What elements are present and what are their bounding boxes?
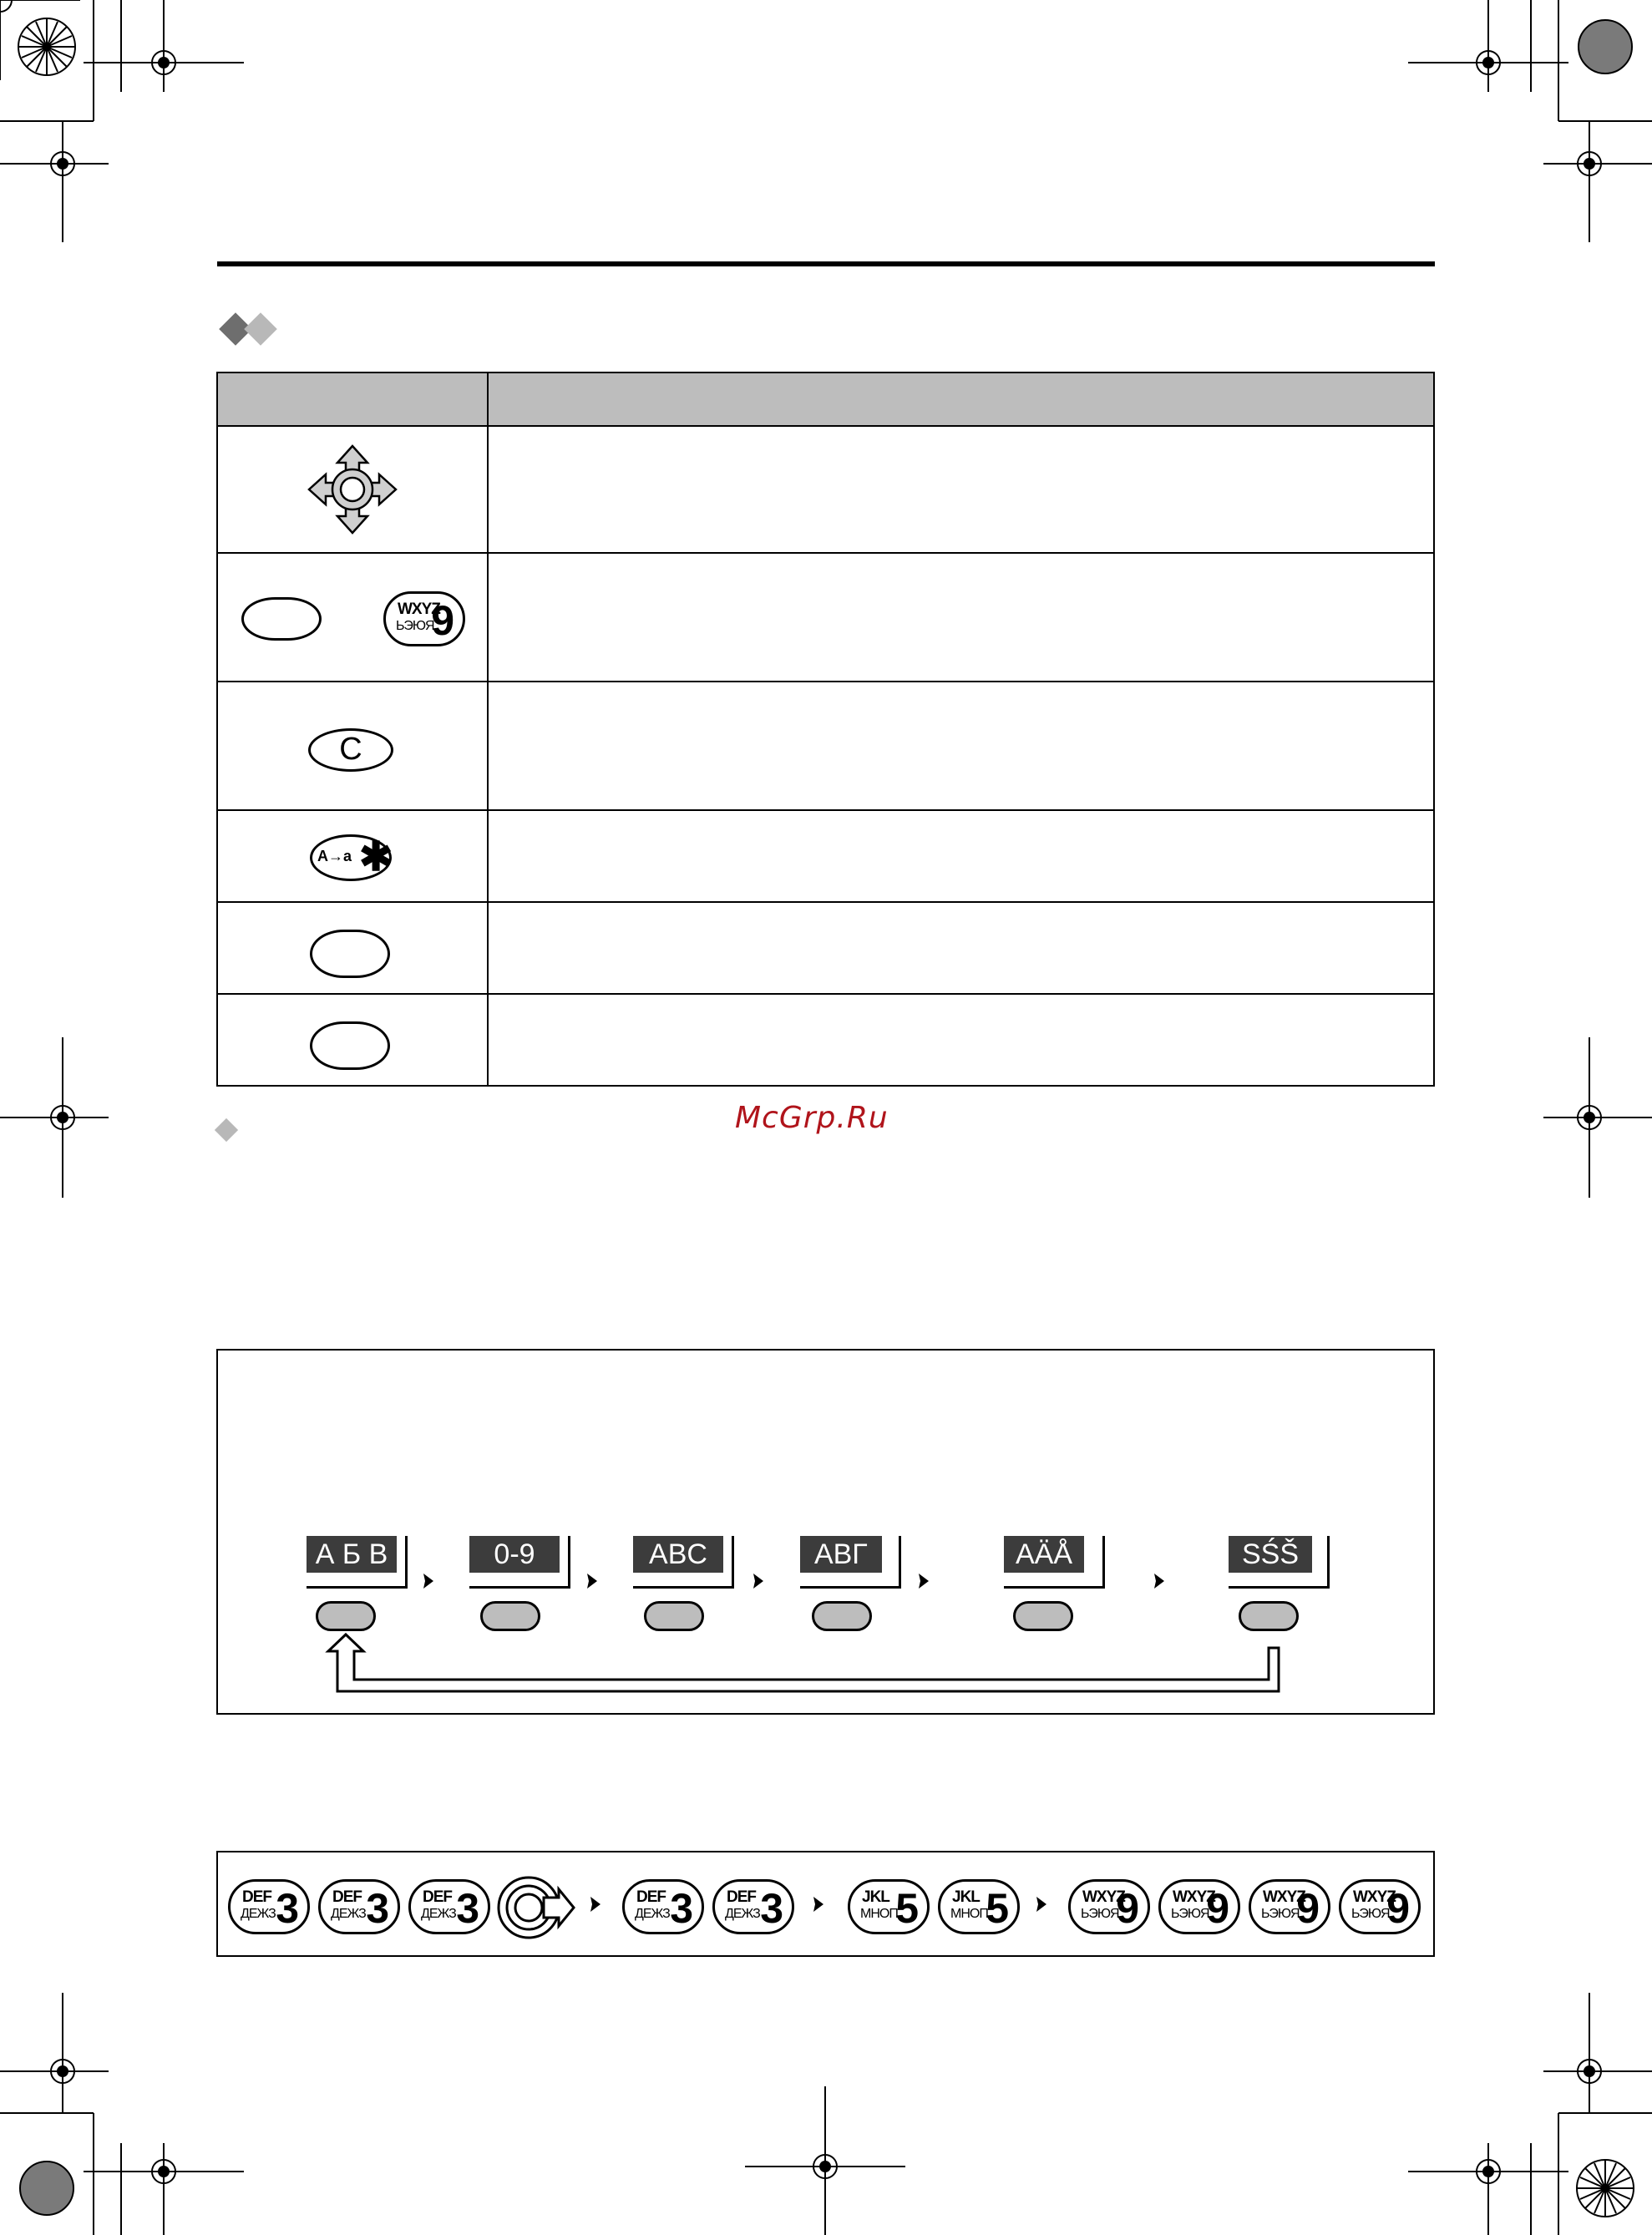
key-cell (217, 426, 488, 553)
case-toggle-label: A→a (317, 848, 352, 864)
mode-label: SŚŠ (1229, 1536, 1312, 1573)
table-row (217, 682, 1434, 810)
key-cyrillic-letters: ЬЭЮЯ (396, 619, 434, 633)
mode-label: ΑΒΓ (800, 1536, 882, 1573)
next-arrow-icon (423, 1574, 433, 1589)
number-9-key (383, 591, 465, 646)
mode-label: 0-9 (469, 1536, 560, 1573)
next-arrow-icon (1036, 1897, 1046, 1912)
number-9-key: WXYZ ЬЭЮЯ 9 (1158, 1879, 1240, 1934)
mode-label: ABC (633, 1536, 723, 1573)
mode-label: AÄÅ (1004, 1536, 1084, 1573)
number-3-key: DEF ДЕЖЗ 3 (228, 1879, 310, 1934)
key-cell (217, 994, 488, 1086)
next-arrow-icon (587, 1574, 597, 1589)
number-5-key: JKL МНОП 5 (848, 1879, 930, 1934)
number-3-key: DEF ДЕЖЗ 3 (408, 1879, 490, 1934)
navigator-joystick-icon (218, 427, 487, 552)
key-latin-letters: WXYZ (398, 601, 440, 618)
number-3-key: DEF ДЕЖЗ 3 (712, 1879, 794, 1934)
key-function-table (216, 372, 1435, 1087)
header-cell-key (217, 372, 488, 426)
mode-cycle-arrows (218, 1351, 1433, 1713)
key-cell (217, 810, 488, 902)
number-9-key: WXYZ ЬЭЮЯ 9 (1068, 1879, 1150, 1934)
table-header-row (217, 372, 1434, 426)
next-arrow-icon (1154, 1574, 1164, 1589)
key-sequence-panel (216, 1851, 1435, 1957)
next-arrow-icon (919, 1574, 929, 1589)
mode-cycle-panel (216, 1349, 1435, 1715)
table-row (217, 810, 1434, 902)
clear-key-icon (308, 728, 393, 772)
case-toggle-star-key-icon (310, 834, 392, 881)
top-rule (217, 261, 1435, 266)
function-cell (488, 682, 1434, 810)
function-cell (488, 810, 1434, 902)
key-cell (217, 553, 488, 682)
table-row (217, 994, 1434, 1086)
key-digit: 9 (431, 597, 454, 644)
next-arrow-icon (753, 1574, 763, 1589)
key-cell (217, 682, 488, 810)
next-arrow-icon (813, 1897, 823, 1912)
number-9-key: WXYZ ЬЭЮЯ 9 (1249, 1879, 1330, 1934)
blank-oval-key-icon (310, 930, 390, 978)
clear-key-label: C (339, 732, 362, 767)
soft-key (241, 597, 322, 641)
watermark: McGrp.Ru (735, 1101, 889, 1135)
function-cell (488, 994, 1434, 1086)
table-row (217, 553, 1434, 682)
number-5-key: JKL МНОП 5 (938, 1879, 1020, 1934)
table-row (217, 426, 1434, 553)
number-3-key: DEF ДЕЖЗ 3 (622, 1879, 704, 1934)
star-icon: ✱ (359, 835, 393, 879)
return-loop-arrow-icon (328, 1634, 1279, 1691)
function-cell (488, 553, 1434, 682)
table-row (217, 902, 1434, 994)
number-3-key: DEF ДЕЖЗ 3 (318, 1879, 400, 1934)
key-cell (217, 902, 488, 994)
header-cell-function (488, 372, 1434, 426)
next-arrow-icon (590, 1897, 600, 1912)
function-cell (488, 426, 1434, 553)
function-cell (488, 902, 1434, 994)
blank-oval-key-icon (310, 1021, 390, 1070)
mode-label: А Б В (307, 1536, 397, 1573)
number-9-key: WXYZ ЬЭЮЯ 9 (1339, 1879, 1421, 1934)
